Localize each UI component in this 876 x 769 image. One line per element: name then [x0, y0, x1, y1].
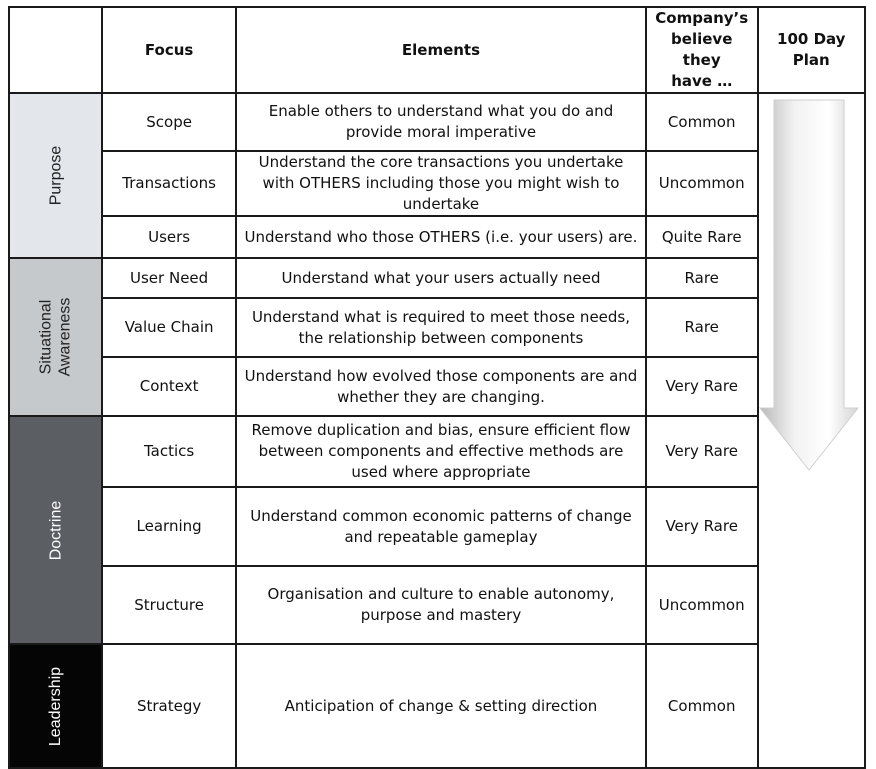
- believe-cell: Very Rare: [646, 416, 758, 487]
- header-believe-line: have …: [671, 72, 733, 90]
- element-cell: Understand who those OTHERS (i.e. your users) are.: [236, 216, 646, 258]
- table-row: [9, 258, 865, 298]
- group-situational-awareness: [9, 258, 102, 416]
- believe-cell: Quite Rare: [646, 216, 758, 258]
- group-label-leadership: Leadership: [47, 666, 65, 746]
- header-believe-line: Company’s: [655, 9, 749, 27]
- believe-cell: Uncommon: [646, 566, 758, 644]
- element-cell: Understand how evolved those components are and whether they are changing.: [236, 357, 646, 416]
- table-header-row: [9, 7, 865, 93]
- header-corner-cell: [9, 7, 102, 93]
- focus-cell: Strategy: [102, 644, 236, 768]
- element-cell: Understand the core transactions you undertake with OTHERS including those you might wish to undertake: [236, 151, 646, 216]
- focus-cell: Transactions: [102, 151, 236, 216]
- focus-cell: Tactics: [102, 416, 236, 487]
- header-100-day-plan: [758, 7, 865, 93]
- table-row: [9, 216, 865, 258]
- table-row: [9, 357, 865, 416]
- table-row: [9, 487, 865, 566]
- header-plan-line: 100 Day: [777, 30, 846, 48]
- believe-cell: Very Rare: [646, 487, 758, 566]
- group-label-doctrine: Doctrine: [47, 500, 65, 560]
- focus-cell: Value Chain: [102, 298, 236, 357]
- element-cell: Understand what is required to meet those needs, the relationship between components: [236, 298, 646, 357]
- focus-elements-table-frame: [8, 6, 866, 754]
- element-cell: Understand common economic patterns of change and repeatable gameplay: [236, 487, 646, 566]
- plan-column-cell: [758, 93, 865, 768]
- header-focus: Focus: [102, 7, 236, 93]
- group-label-situational-awareness: Situational Awareness: [37, 297, 74, 376]
- header-plan-line: Plan: [792, 51, 830, 69]
- element-cell: Organisation and culture to enable autonomy, purpose and mastery: [236, 566, 646, 644]
- believe-cell: Very Rare: [646, 357, 758, 416]
- focus-cell: Context: [102, 357, 236, 416]
- believe-cell: Common: [646, 93, 758, 151]
- table-row: [9, 644, 865, 768]
- table-row: [9, 566, 865, 644]
- believe-cell: Rare: [646, 298, 758, 357]
- group-label-purpose: Purpose: [47, 145, 65, 206]
- focus-cell: User Need: [102, 258, 236, 298]
- table-row: [9, 151, 865, 216]
- group-purpose: [9, 93, 102, 258]
- focus-elements-table: [8, 6, 866, 769]
- header-elements: Elements: [236, 7, 646, 93]
- table-row: [9, 93, 865, 151]
- header-believe-line: believe they: [671, 30, 733, 69]
- group-doctrine: [9, 416, 102, 644]
- table-row: [9, 298, 865, 357]
- believe-cell: Uncommon: [646, 151, 758, 216]
- element-cell: Remove duplication and bias, ensure efficient flow between components and effective methods are used where appropriate: [236, 416, 646, 487]
- focus-cell: Structure: [102, 566, 236, 644]
- believe-cell: Rare: [646, 258, 758, 298]
- element-cell: Enable others to understand what you do and provide moral imperative: [236, 93, 646, 151]
- element-cell: Understand what your users actually need: [236, 258, 646, 298]
- believe-cell: Common: [646, 644, 758, 768]
- table-row: [9, 416, 865, 487]
- focus-cell: Scope: [102, 93, 236, 151]
- group-leadership: [9, 644, 102, 768]
- focus-cell: Users: [102, 216, 236, 258]
- element-cell: Anticipation of change & setting direction: [236, 644, 646, 768]
- header-believe: [646, 7, 758, 93]
- focus-cell: Learning: [102, 487, 236, 566]
